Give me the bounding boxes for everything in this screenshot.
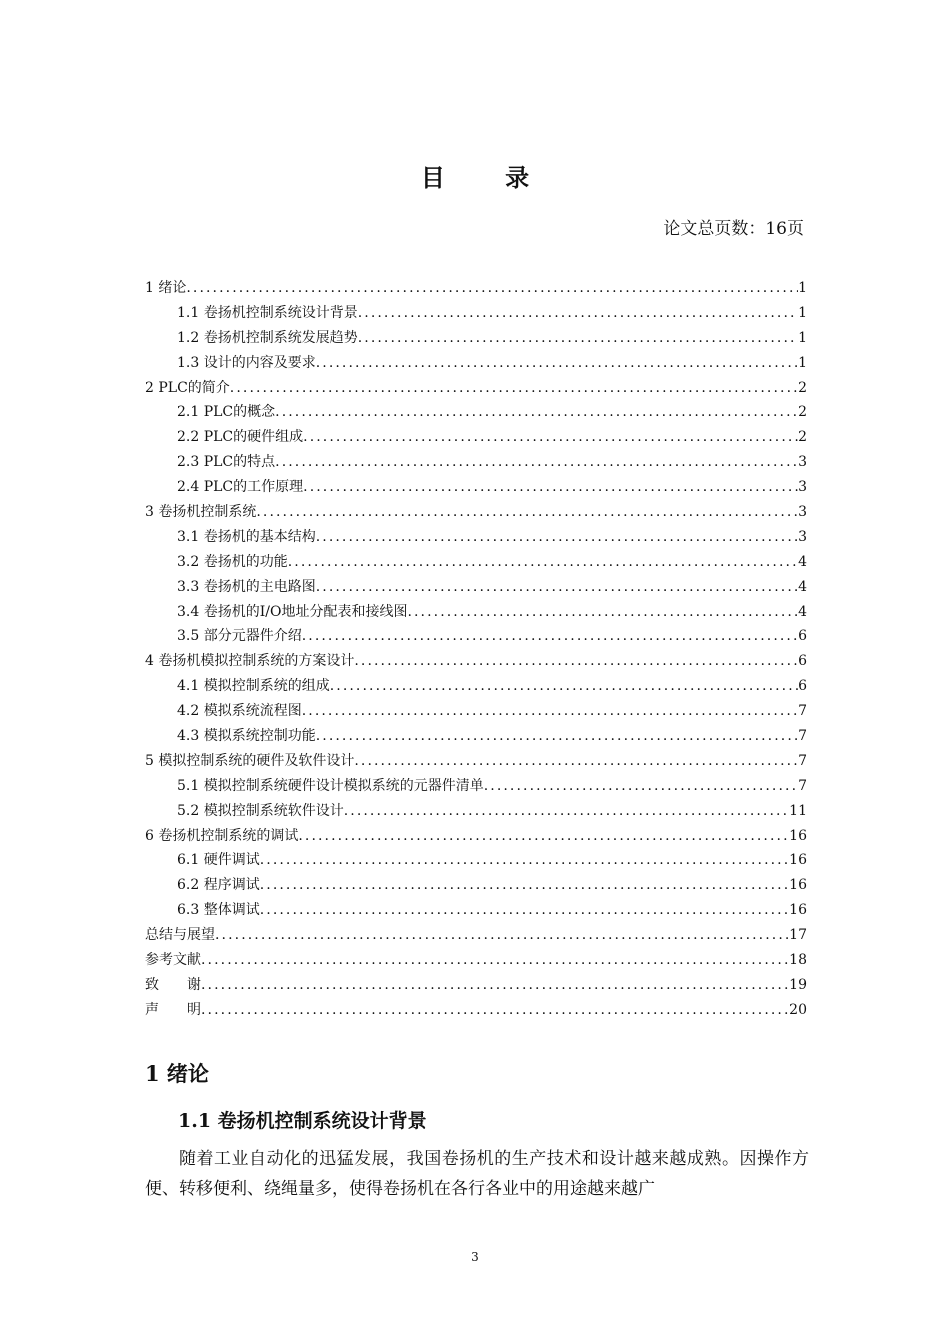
toc-entry-page: 1 xyxy=(798,280,807,296)
toc-dot-leader xyxy=(303,429,798,445)
toc-dot-leader xyxy=(275,454,798,470)
toc-dot-leader xyxy=(260,877,789,893)
toc-entry[interactable] xyxy=(145,501,807,526)
toc-entry-page: 16 xyxy=(789,902,807,919)
toc-entry[interactable] xyxy=(145,974,807,999)
toc-entry-page: 1 xyxy=(798,329,807,346)
toc-entry[interactable] xyxy=(145,451,807,476)
toc-entry-page: 7 xyxy=(798,703,807,720)
toc-dot-leader xyxy=(316,529,798,545)
toc-entry[interactable] xyxy=(145,775,807,800)
toc-dot-leader xyxy=(186,280,798,296)
toc-entry[interactable] xyxy=(145,625,807,650)
toc-dot-leader xyxy=(316,355,798,371)
toc-entry-label: 3.1 卷扬机的基本结构 xyxy=(177,528,316,545)
body-paragraph: 随着工业自动化的迅猛发展，我国卷扬机的生产技术和设计越来越成熟。因操作方便、转移便利、绕绳量多，使得卷扬机在各行各业中的用途越来越广 xyxy=(145,1149,809,1199)
toc-dot-leader xyxy=(316,728,798,744)
toc-dot-leader xyxy=(201,977,789,993)
toc-entry-page: 11 xyxy=(789,802,807,819)
toc-entry[interactable] xyxy=(145,825,807,850)
toc-entry-label: 6.3 整体调试 xyxy=(177,902,260,919)
toc-entry-page: 3 xyxy=(798,479,807,496)
toc-entry[interactable] xyxy=(145,401,807,426)
toc-entry-label: 3.3 卷扬机的主电路图 xyxy=(177,578,316,595)
toc-entry-page: 3 xyxy=(798,528,807,545)
toc-entry-label: 6 卷扬机控制系统的调试 xyxy=(145,827,299,844)
toc-dot-leader xyxy=(316,579,798,595)
toc-entry-label: 4 卷扬机模拟控制系统的方案设计 xyxy=(145,653,355,670)
toc-dot-leader xyxy=(215,927,789,943)
toc-entry-label: 2.3 PLC的特点 xyxy=(177,454,276,471)
toc-dot-leader xyxy=(302,628,798,644)
toc-entry-page: 6 xyxy=(798,628,807,645)
total-pages-note: 论文总页数：16页 xyxy=(663,219,804,239)
toc-entry-label: 总结与展望 xyxy=(145,927,215,944)
toc-entry-label: 5.2 模拟控制系统软件设计 xyxy=(177,802,344,819)
toc-entry[interactable] xyxy=(145,675,807,700)
toc-dot-leader xyxy=(302,703,798,719)
toc-dot-leader xyxy=(344,803,789,819)
toc-dot-leader xyxy=(358,330,798,346)
toc-entry-page: 4 xyxy=(798,603,807,620)
toc-entry-page: 2 xyxy=(798,429,807,446)
toc-entry-page: 6 xyxy=(798,653,807,670)
toc-entry[interactable] xyxy=(145,601,807,626)
toc-entry[interactable] xyxy=(145,849,807,874)
toc-entry[interactable] xyxy=(145,650,807,675)
toc-entry-page: 4 xyxy=(798,578,807,595)
toc-entry[interactable] xyxy=(145,277,807,302)
toc-dot-leader xyxy=(275,404,798,420)
toc-entry[interactable] xyxy=(145,551,807,576)
toc-entry-label: 5 模拟控制系统的硬件及软件设计 xyxy=(145,752,355,769)
toc-entry-label: 1.3 设计的内容及要求 xyxy=(177,354,316,371)
toc-entry[interactable] xyxy=(145,327,807,352)
table-of-contents xyxy=(145,277,807,1024)
toc-entry-label: 6.1 硬件调试 xyxy=(177,852,260,869)
toc-entry[interactable] xyxy=(145,377,807,402)
toc-entry-label: 4.3 模拟系统控制功能 xyxy=(177,728,316,745)
toc-entry-page: 19 xyxy=(789,976,807,993)
toc-dot-leader xyxy=(201,952,789,968)
toc-entry-label: 3.5 部分元器件介绍 xyxy=(177,628,302,645)
toc-entry-page: 7 xyxy=(798,777,807,794)
toc-entry-label: 4.2 模拟系统流程图 xyxy=(177,703,302,720)
toc-dot-leader xyxy=(201,1002,789,1018)
toc-entry-label: 参考文献 xyxy=(145,952,201,969)
toc-entry-page: 2 xyxy=(798,404,807,421)
toc-entry[interactable] xyxy=(145,476,807,501)
toc-entry-page: 7 xyxy=(798,728,807,745)
toc-entry-page: 20 xyxy=(789,1001,807,1018)
toc-entry-label: 4.1 模拟控制系统的组成 xyxy=(177,678,330,695)
toc-entry-label: 1 绪论 xyxy=(145,280,187,296)
toc-entry-page: 16 xyxy=(789,852,807,869)
toc-entry[interactable] xyxy=(145,924,807,949)
toc-dot-leader xyxy=(230,380,798,396)
toc-entry-page: 6 xyxy=(798,678,807,695)
toc-dot-leader xyxy=(260,902,789,918)
toc-entry[interactable] xyxy=(145,999,807,1024)
toc-entry-label: 6.2 程序调试 xyxy=(177,877,260,894)
toc-entry-page: 17 xyxy=(789,927,807,944)
toc-entry-page: 3 xyxy=(798,504,807,521)
toc-dot-leader xyxy=(256,504,798,520)
toc-entry[interactable] xyxy=(145,302,807,327)
section-heading: 1.1 卷扬机控制系统设计背景 xyxy=(178,1110,427,1132)
toc-entry[interactable] xyxy=(145,426,807,451)
toc-entry-label: 3 卷扬机控制系统 xyxy=(145,504,257,521)
toc-entry-label: 2.4 PLC的工作原理 xyxy=(177,479,304,496)
toc-entry[interactable] xyxy=(145,526,807,551)
toc-dot-leader xyxy=(288,554,798,570)
toc-dot-leader xyxy=(358,305,798,321)
toc-entry[interactable] xyxy=(145,874,807,899)
toc-entry-label: 致 谢 xyxy=(145,976,201,993)
toc-title: 目 录 xyxy=(420,163,556,192)
toc-entry-label: 3.2 卷扬机的功能 xyxy=(177,553,288,570)
toc-dot-leader xyxy=(298,828,789,844)
toc-dot-leader xyxy=(260,852,789,868)
toc-entry[interactable] xyxy=(145,725,807,750)
toc-entry-label: 2 PLC的简介 xyxy=(145,379,230,396)
toc-entry-label: 2.2 PLC的硬件组成 xyxy=(177,429,304,446)
toc-entry[interactable] xyxy=(145,352,807,377)
toc-entry[interactable] xyxy=(145,750,807,775)
toc-entry-label: 3.4 卷扬机的I/O地址分配表和接线图 xyxy=(177,603,408,620)
toc-entry-page: 7 xyxy=(798,752,807,769)
page-number: 3 xyxy=(471,1250,479,1264)
toc-dot-leader xyxy=(354,753,798,769)
toc-entry[interactable] xyxy=(145,899,807,924)
toc-entry-label: 2.1 PLC的概念 xyxy=(177,404,276,421)
toc-entry-label: 5.1 模拟控制系统硬件设计模拟系统的元器件清单 xyxy=(177,777,484,794)
toc-entry-page: 16 xyxy=(789,877,807,894)
toc-entry[interactable] xyxy=(145,576,807,601)
toc-entry[interactable] xyxy=(145,700,807,725)
toc-entry-page: 1 xyxy=(798,304,807,321)
toc-entry-label: 1.2 卷扬机控制系统发展趋势 xyxy=(177,329,358,346)
toc-dot-leader xyxy=(303,479,798,495)
toc-dot-leader xyxy=(407,604,798,620)
toc-entry-page: 1 xyxy=(798,354,807,371)
toc-dot-leader xyxy=(330,678,798,694)
toc-entry[interactable] xyxy=(145,949,807,974)
toc-entry-page: 4 xyxy=(798,553,807,570)
chapter-heading: 1 绪论 xyxy=(145,1061,209,1086)
toc-entry-page: 18 xyxy=(789,952,807,969)
toc-entry-page: 3 xyxy=(798,454,807,471)
toc-entry-label: 声 明 xyxy=(145,1001,201,1018)
toc-entry-page: 2 xyxy=(798,379,807,396)
toc-entry-page: 16 xyxy=(789,827,807,844)
toc-dot-leader xyxy=(354,653,798,669)
toc-entry[interactable] xyxy=(145,800,807,825)
toc-dot-leader xyxy=(484,778,798,794)
toc-entry-label: 1.1 卷扬机控制系统设计背景 xyxy=(177,304,358,321)
